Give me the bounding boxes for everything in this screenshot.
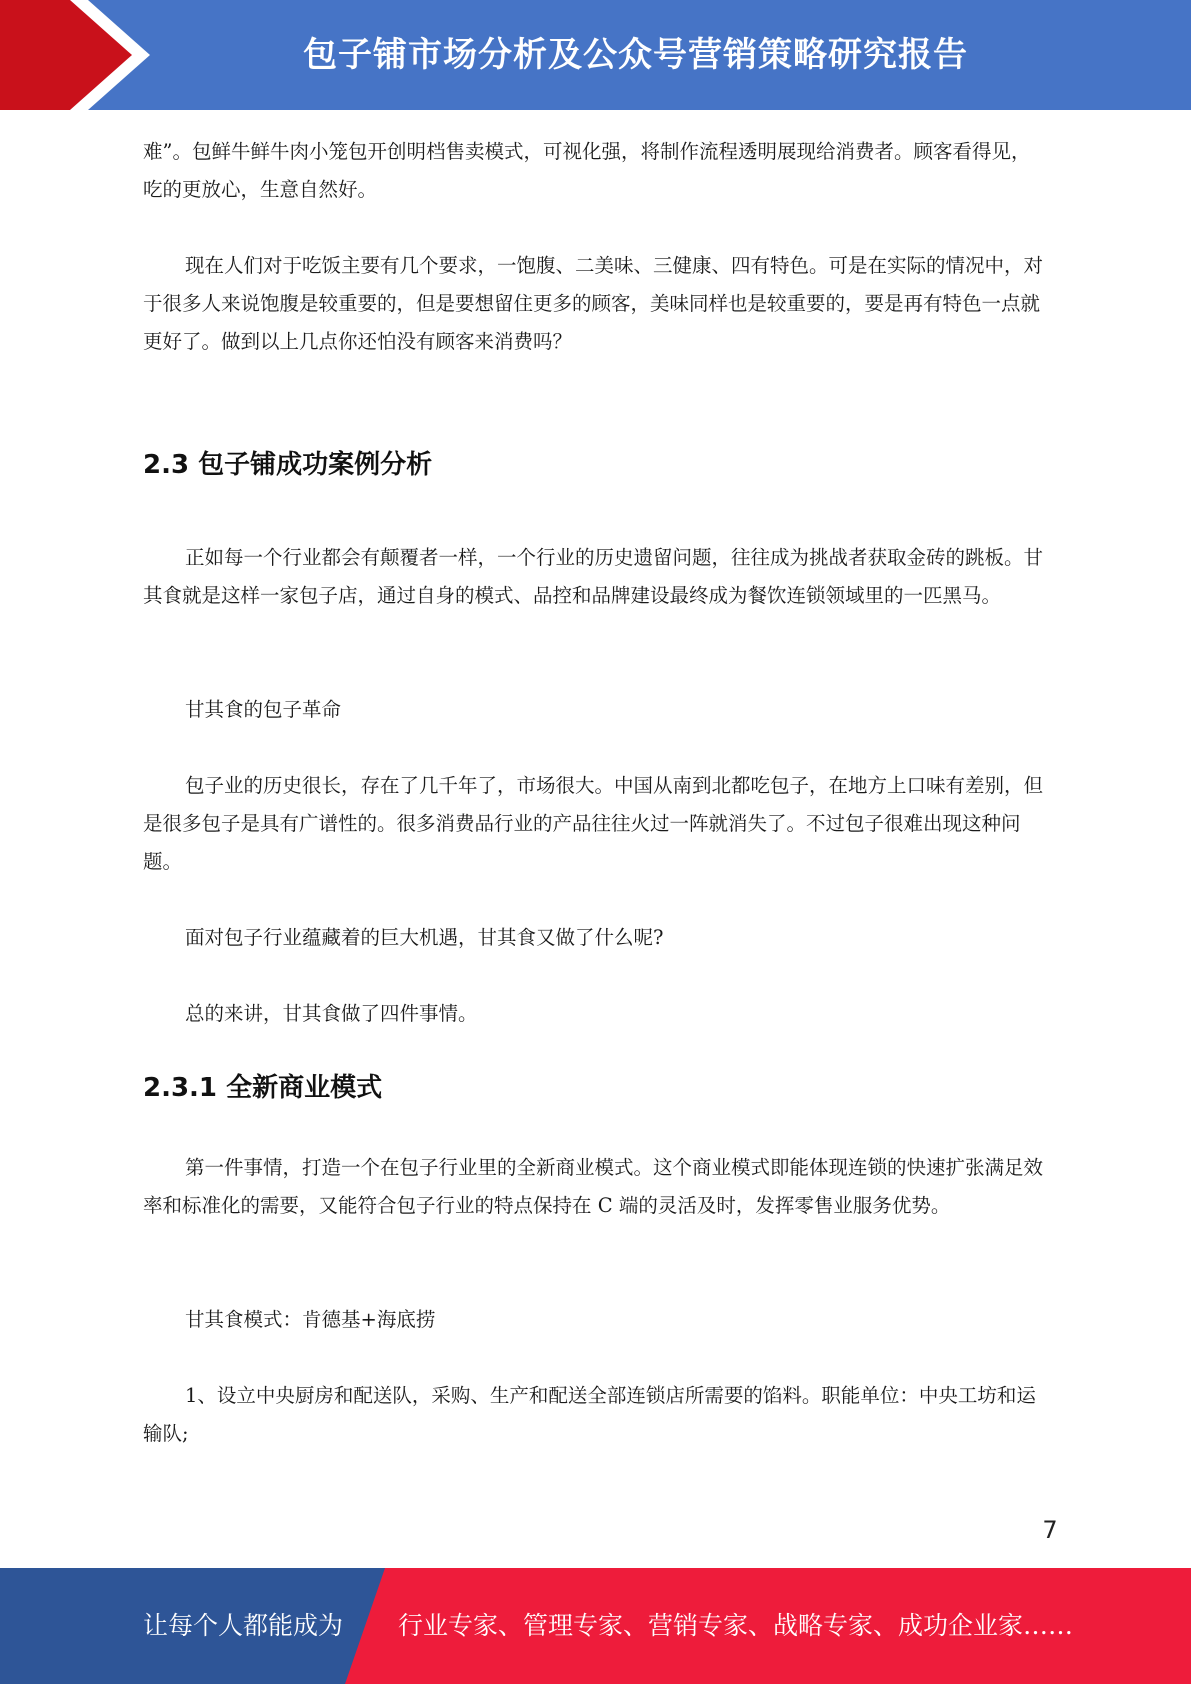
paragraph: 第一件事情，打造一个在包子行业里的全新商业模式。这个商业模式即能体现连锁的快速扩张满足效率和标准化的需要，又能符合包子行业的特点保持在 C 端的灵活及时，发挥零售业服务优势。 [143,1156,1044,1217]
section-heading: 2.3 包子铺成功案例分析 [143,450,433,480]
subsection-heading: 2.3.1 全新商业模式 [143,1073,383,1103]
paragraph: 面对包子行业蕴藏着的巨大机遇，甘其食又做了什么呢? [185,926,664,949]
paragraph: 难”。包鲜牛鲜牛肉小笼包开创明档售卖模式，可视化强，将制作流程透明展现给消费者。顾客看得见，吃的更放心，生意自然好。 [143,140,1031,201]
paragraph: 包子业的历史很长，存在了几千年了，市场很大。中国从南到北都吃包子，在地方上口味有差别，但是很多包子是具有广谱性的。很多消费品行业的产品往往火过一阵就消失了。不过包子很难出现这种问题。 [143,774,1044,873]
page-header [0,0,1191,110]
document-title: 包子铺市场分析及公众号营销策略研究报告 [303,35,968,75]
footer-slogan-right: 行业专家、管理专家、营销专家、战略专家、成功企业家…… [398,1611,1074,1640]
paragraph: 甘其食的包子革命 [185,698,342,721]
paragraph: 正如每一个行业都会有颠覆者一样，一个行业的历史遗留问题，往往成为挑战者获取金砖的跳板。甘其食就是这样一家包子店，通过自身的模式、品控和品牌建设最终成为餐饮连锁领域里的一匹黑马。 [143,546,1044,607]
page-number: 7 [1042,1516,1058,1544]
footer-slogan-left: 让每个人都能成为 [143,1611,344,1640]
header-chevron-icon [0,0,150,110]
paragraph: 现在人们对于吃饭主要有几个要求，一饱腹、二美味、三健康、四有特色。可是在实际的情况中，对于很多人来说饱腹是较重要的，但是要想留住更多的顾客，美味同样也是较重要的，要是再有特色一点就更好了。做到以上几点你还怕没有顾客来消费吗？ [143,254,1044,353]
paragraph: 总的来讲，甘其食做了四件事情。 [185,1002,478,1025]
page-footer [0,1568,1191,1684]
paragraph: 1、设立中央厨房和配送队，采购、生产和配送全部连锁店所需要的馅料。职能单位：中央工坊和运输队; [143,1384,1036,1445]
paragraph: 甘其食模式：肯德基+海底捞 [185,1308,436,1331]
